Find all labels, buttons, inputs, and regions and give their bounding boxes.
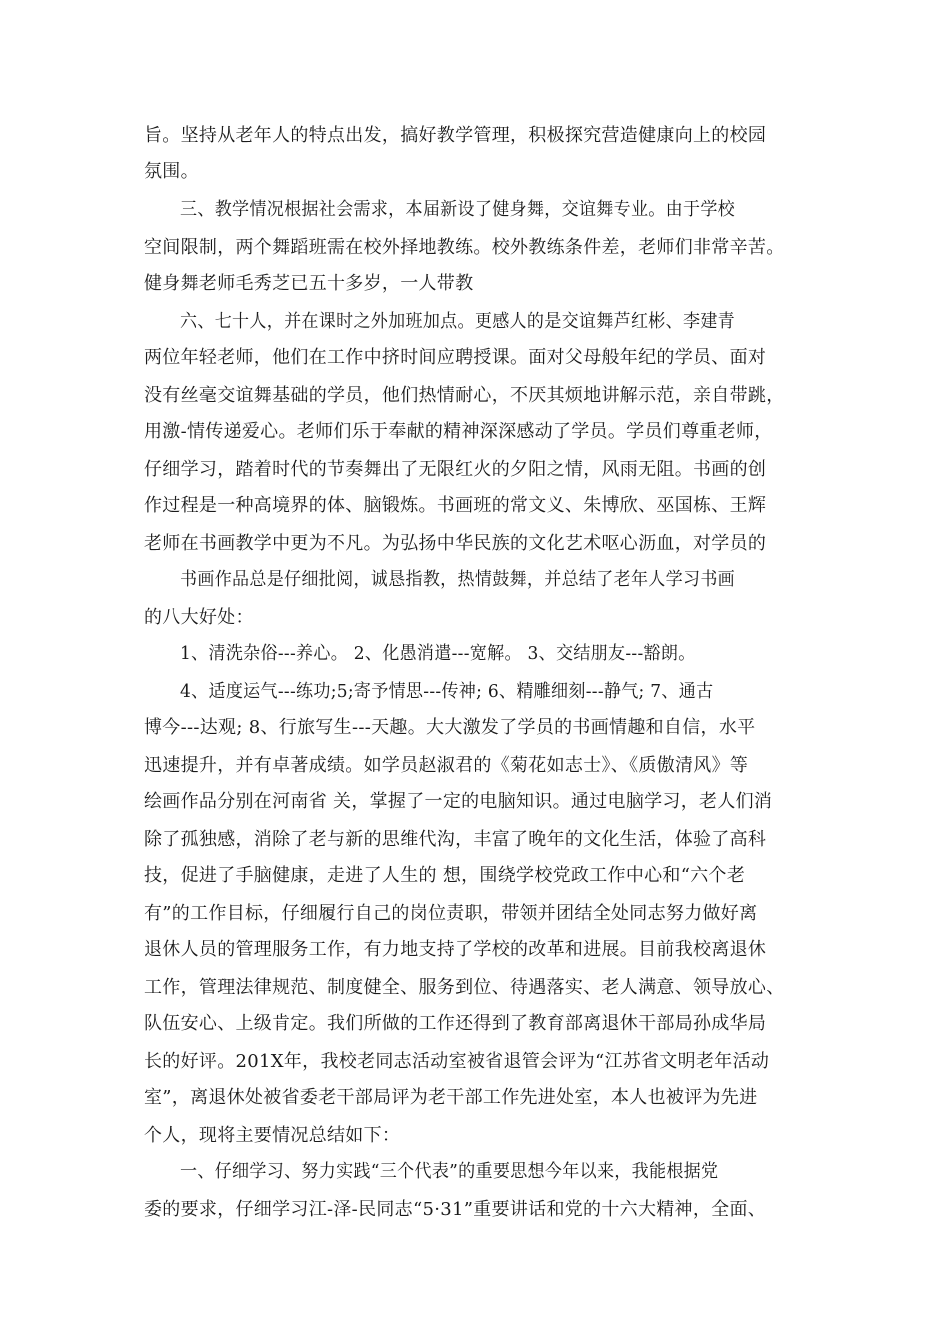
list-item: 4、适度运气---练功;5;寄予情思---传神; 6、精雕细刻---静气; 7、通古 (180, 681, 714, 702)
body-text-line: 队伍安心、上级肯定。我们所做的工作还得到了教育部离退休干部局孙成华局 (144, 1013, 767, 1034)
body-text-line: 没有丝毫交谊舞基础的学员，他们热情耐心，不厌其烦地讲解示范，亲自带跳， (144, 385, 785, 406)
body-text-line: 有”的工作目标，仔细履行自己的岗位责职，带领并团结全处同志努力做好离 (144, 903, 758, 924)
body-text-line: 的八大好处： (144, 607, 254, 628)
body-text-line: 仔细学习，踏着时代的节奏舞出了无限红火的夕阳之情，风雨无阻。书画的创 (144, 459, 767, 480)
body-text-line: 室”，离退休处被省委老干部局评为老干部工作先进处室，本人也被评为先进 (144, 1087, 758, 1108)
body-text-line: 老师在书画教学中更为不凡。为弘扬中华民族的文化艺术呕心沥血，对学员的 (144, 533, 767, 554)
body-text-line: 委的要求，仔细学习江-泽-民同志“5·31”重要讲话和党的十六大精神，全面、 (144, 1199, 767, 1220)
body-text-line: 用激-情传递爱心。老师们乐于奉献的精神深深感动了学员。学员们尊重老师， (144, 421, 773, 442)
body-text-line: 退休人员的管理服务工作，有力地支持了学校的改革和进展。目前我校离退休 (144, 939, 767, 960)
body-text-line: 作过程是一种高境界的体、脑锻炼。书画班的常文义、朱博欣、巫国栋、王辉 (144, 495, 767, 516)
body-text-line: 技，促进了手脑健康，走进了人生的 想，围绕学校党政工作中心和“六个老 (144, 865, 746, 886)
body-text-line: 氛围。 (144, 161, 199, 182)
body-text-line: 一、仔细学习、努力实践“三个代表”的重要思想今年以来，我能根据党 (180, 1161, 719, 1182)
body-text-line: 博今---达观; 8、行旅写生---天趣。大大激发了学员的书画情趣和自信，水平 (144, 717, 756, 738)
list-item: 1、清洗杂俗---养心。 2、化愚消遣---宽解。 3、交结朋友---豁朗。 (180, 643, 696, 664)
body-text-line: 长的好评。201X年，我校老同志活动室被省退管会评为“江苏省文明老年活动 (144, 1051, 770, 1072)
body-text-line: 健身舞老师毛秀芝已五十多岁，一人带教 (144, 273, 474, 294)
body-text-line: 工作，管理法律规范、制度健全、服务到位、待遇落实、老人满意、领导放心、 (144, 977, 785, 998)
body-text-line: 除了孤独感，消除了老与新的思维代沟，丰富了晚年的文化生活，体验了高科 (144, 829, 767, 850)
body-text-line: 空间限制，两个舞蹈班需在校外择地教练。校外教练条件差，老师们非常辛苦。 (144, 237, 785, 258)
body-text-line: 个人，现将主要情况总结如下： (144, 1125, 401, 1146)
body-text-line: 旨。坚持从老年人的特点出发，搞好教学管理，积极探究营造健康向上的校园 (144, 125, 767, 146)
body-text-line: 绘画作品分别在河南省 关，掌握了一定的电脑知识。通过电脑学习，老人们消 (144, 791, 773, 812)
body-text-line: 迅速提升，并有卓著成绩。如学员赵淑君的《菊花如志士》、《质傲清风》等 (144, 755, 749, 776)
body-text-line: 两位年轻老师，他们在工作中挤时间应聘授课。面对父母般年纪的学员、面对 (144, 347, 767, 368)
body-text-line: 书画作品总是仔细批阅，诚恳指教，热情鼓舞，并总结了老年人学习书画 (180, 569, 736, 590)
body-text-line: 三、教学情况根据社会需求，本届新设了健身舞，交谊舞专业。由于学校 (180, 199, 736, 220)
body-text-line: 六、七十人，并在课时之外加班加点。更感人的是交谊舞芦红彬、李建青 (180, 311, 736, 332)
